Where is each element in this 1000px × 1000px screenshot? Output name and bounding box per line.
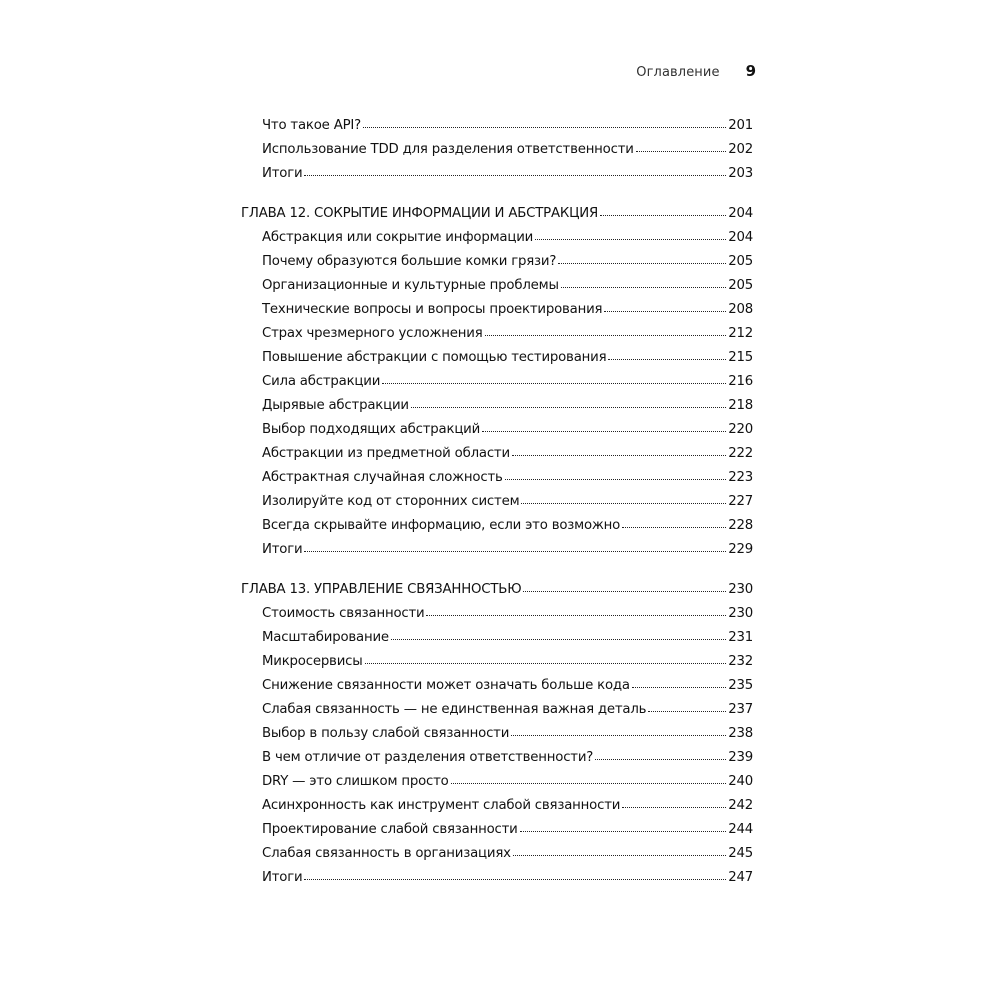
toc-section-entry (262, 605, 753, 623)
toc-section-entry (262, 725, 753, 743)
toc-entry-label: Всегда скрывайте информацию, если это возможно (262, 518, 621, 533)
dot-leader (365, 663, 727, 664)
toc-entry-label: Технические вопросы и вопросы проектирования (262, 302, 603, 317)
dot-leader (426, 615, 726, 616)
toc-section-entry (262, 349, 753, 367)
toc-entry-label: Снижение связанности может означать больше кода (262, 678, 630, 693)
dot-leader (561, 287, 726, 288)
toc-entry-label: Повышение абстракции с помощью тестирования (262, 350, 607, 365)
toc-entry-page-number: 235 (728, 678, 753, 693)
toc-section-entry (262, 869, 753, 887)
toc-entry-page-number: 239 (728, 750, 753, 765)
toc-chapter-entry (241, 581, 753, 599)
toc-section-entry (262, 653, 753, 671)
toc-entry-page-number: 222 (728, 446, 753, 461)
toc-entry-page-number: 232 (728, 654, 753, 669)
toc-section-entry (262, 397, 753, 415)
toc-section-entry (262, 797, 753, 815)
toc-entry-page-number: 230 (728, 606, 753, 621)
toc-entry-label: Итоги (262, 542, 303, 557)
toc-entry-label: Итоги (262, 166, 303, 181)
toc-entry-page-number: 240 (728, 774, 753, 789)
toc-entry-label: ГЛАВА 13. УПРАВЛЕНИЕ СВЯЗАННОСТЬЮ (241, 582, 522, 597)
toc-section-entry (262, 253, 753, 271)
toc-entry-label: Выбор в пользу слабой связанности (262, 726, 510, 741)
toc-section-entry (262, 701, 753, 719)
dot-leader (600, 215, 726, 216)
running-header-title: Оглавление (636, 65, 720, 80)
toc-section-entry (262, 677, 753, 695)
toc-entry-page-number: 205 (728, 254, 753, 269)
toc-entry-page-number: 215 (728, 350, 753, 365)
toc-entry-page-number: 204 (728, 230, 753, 245)
dot-leader (595, 759, 726, 760)
toc-entry-label: Что такое API? (262, 118, 361, 133)
toc-entry-page-number: 229 (728, 542, 753, 557)
dot-leader (411, 407, 726, 408)
dot-leader (304, 551, 726, 552)
toc-entry-label: Слабая связанность в организациях (262, 846, 511, 861)
dot-leader (485, 335, 727, 336)
toc-entry-label: Изолируйте код от сторонних систем (262, 494, 520, 509)
toc-entry-page-number: 230 (728, 582, 753, 597)
toc-section-entry (262, 469, 753, 487)
toc-entry-page-number: 242 (728, 798, 753, 813)
toc-entry-page-number: 228 (728, 518, 753, 533)
toc-entry-page-number: 205 (728, 278, 753, 293)
toc-section-entry (262, 517, 753, 535)
toc-section-entry (262, 749, 753, 767)
toc-section-entry (262, 165, 753, 183)
toc-section-entry (262, 821, 753, 839)
dot-leader (382, 383, 726, 384)
toc-entry-label: Выбор подходящих абстракций (262, 422, 481, 437)
toc-section-entry (262, 445, 753, 463)
dot-leader (511, 735, 726, 736)
toc-entry-label: Почему образуются большие комки грязи? (262, 254, 557, 269)
toc-entry-page-number: 247 (728, 870, 753, 885)
dot-leader (451, 783, 727, 784)
dot-leader (512, 455, 726, 456)
toc-entry-label: Организационные и культурные проблемы (262, 278, 559, 293)
dot-leader (535, 239, 726, 240)
dot-leader (520, 831, 727, 832)
toc-section-entry (262, 493, 753, 511)
dot-leader (648, 711, 726, 712)
toc-entry-label: Абстрактная случайная сложность (262, 470, 503, 485)
toc-section-entry (262, 301, 753, 319)
toc-entry-page-number: 244 (728, 822, 753, 837)
toc-section-entry (262, 421, 753, 439)
dot-leader (622, 807, 726, 808)
page-number: 9 (745, 62, 756, 80)
toc-entry-label: Асинхронность как инструмент слабой связанности (262, 798, 621, 813)
dot-leader (604, 311, 726, 312)
toc-entry-page-number: 245 (728, 846, 753, 861)
toc-entry-label: Итоги (262, 870, 303, 885)
toc-section-entry (262, 325, 753, 343)
toc-section-entry (262, 541, 753, 559)
toc-entry-page-number: 231 (728, 630, 753, 645)
toc-entry-label: Микросервисы (262, 654, 363, 669)
dot-leader (482, 431, 726, 432)
toc-section-entry (262, 373, 753, 391)
toc-entry-page-number: 216 (728, 374, 753, 389)
dot-leader (632, 687, 726, 688)
toc-entry-page-number: 220 (728, 422, 753, 437)
toc-entry-page-number: 204 (728, 206, 753, 221)
toc-entry-label: Страх чрезмерного усложнения (262, 326, 483, 341)
toc-entry-page-number: 218 (728, 398, 753, 413)
toc-entry-page-number: 208 (728, 302, 753, 317)
toc-entry-label: В чем отличие от разделения ответственности? (262, 750, 594, 765)
toc-section-entry (262, 277, 753, 295)
toc-section-entry (262, 229, 753, 247)
toc-section-entry (262, 141, 753, 159)
toc-entry-page-number: 201 (728, 118, 753, 133)
toc-chapter-entry (241, 205, 753, 223)
dot-leader (391, 639, 726, 640)
toc-entry-label: Стоимость связанности (262, 606, 425, 621)
toc-entry-label: Абстракция или сокрытие информации (262, 230, 534, 245)
dot-leader (608, 359, 726, 360)
dot-leader (304, 879, 726, 880)
toc-entry-label: Абстракции из предметной области (262, 446, 510, 461)
dot-leader (558, 263, 726, 264)
toc-entry-page-number: 212 (728, 326, 753, 341)
toc-entry-label: Использование TDD для разделения ответственности (262, 142, 634, 157)
toc-entry-label: Проектирование слабой связанности (262, 822, 518, 837)
toc-entry-page-number: 227 (728, 494, 753, 509)
dot-leader (513, 855, 726, 856)
toc-entry-label: DRY — это слишком просто (262, 774, 449, 789)
toc-entry-page-number: 203 (728, 166, 753, 181)
toc-entry-page-number: 237 (728, 702, 753, 717)
toc-entry-label: Слабая связанность — не единственная важная деталь (262, 702, 647, 717)
toc-entry-label: ГЛАВА 12. СОКРЫТИЕ ИНФОРМАЦИИ И АБСТРАКЦИЯ (241, 206, 599, 221)
toc-entry-label: Дырявые абстракции (262, 398, 409, 413)
dot-leader (523, 591, 726, 592)
dot-leader (636, 151, 727, 152)
toc-section-entry (262, 773, 753, 791)
toc-entry-page-number: 238 (728, 726, 753, 741)
toc-entry-label: Масштабирование (262, 630, 389, 645)
dot-leader (521, 503, 726, 504)
dot-leader (505, 479, 727, 480)
toc-entry-page-number: 223 (728, 470, 753, 485)
dot-leader (622, 527, 726, 528)
dot-leader (304, 175, 726, 176)
toc-section-entry (262, 117, 753, 135)
toc-entry-label: Сила абстракции (262, 374, 381, 389)
toc-section-entry (262, 845, 753, 863)
toc-section-entry (262, 629, 753, 647)
toc-entry-page-number: 202 (728, 142, 753, 157)
dot-leader (363, 127, 726, 128)
